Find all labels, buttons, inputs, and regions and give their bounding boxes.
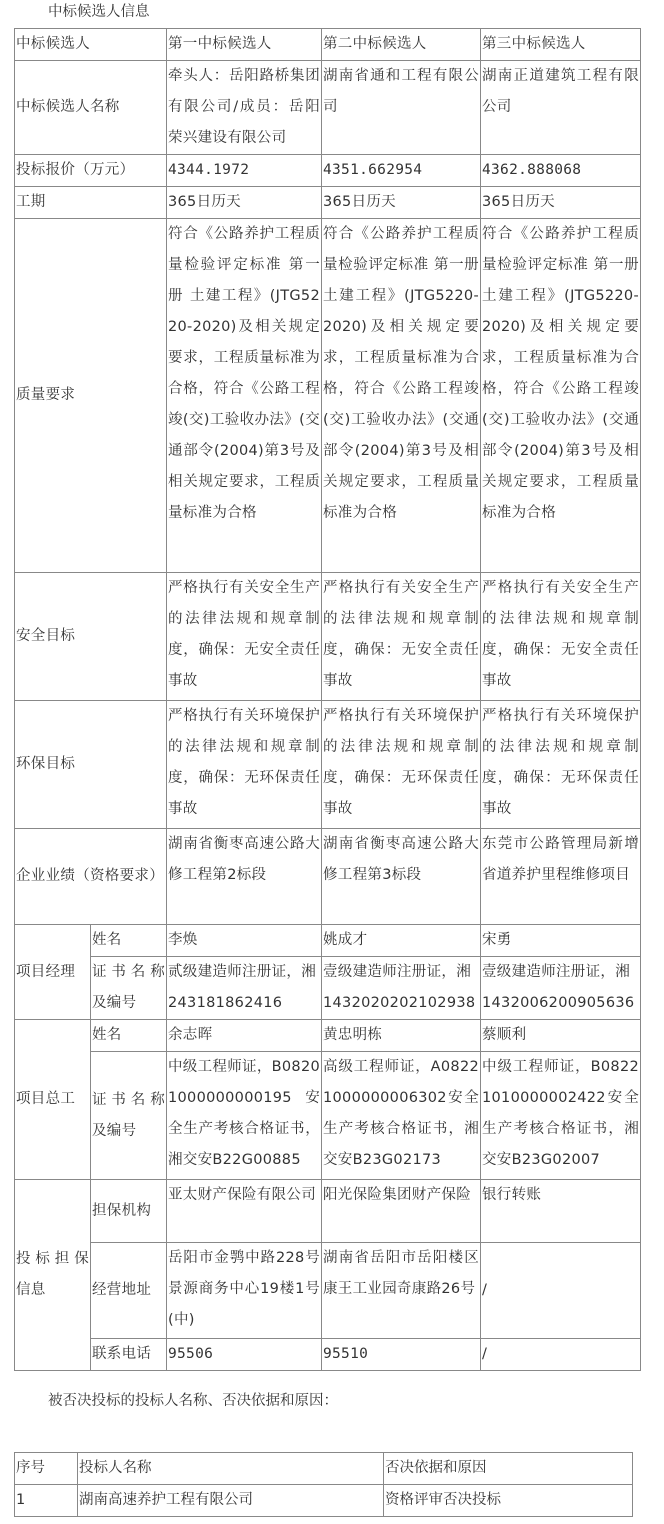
row-label-env: 环保目标 [15, 701, 167, 829]
sublabel-pm-name: 姓名 [91, 925, 167, 957]
section-title-candidates: 中标候选人信息 [48, 4, 150, 20]
cell-name-1: 牵头人：岳阳路桥集团有限公司/成员：岳阳荣兴建设有限公司 [167, 61, 322, 155]
cell-price-3: 4362.888068 [481, 155, 641, 187]
sublabel-guarantee-org: 担保机构 [91, 1180, 167, 1243]
sublabel-chief-name: 姓名 [91, 1020, 167, 1052]
cell-guarantee-address-2: 湖南省岳阳市岳阳楼区康王工业园奇康路26号 [322, 1243, 481, 1339]
section-title-rejected: 被否决投标的投标人名称、否决依据和原因： [48, 1393, 338, 1409]
cell-performance-2: 湖南省衡枣高速公路大修工程第3标段 [322, 829, 481, 925]
candidates-table [14, 28, 641, 1371]
header-third: 第三中标候选人 [481, 29, 641, 61]
cell-pm-cert-1: 贰级建造师注册证，湘243181862416 [167, 957, 322, 1020]
cell-name-2: 湖南省通和工程有限公司 [322, 61, 481, 155]
cell-pm-name-3: 宋勇 [481, 925, 641, 957]
cell-env-3: 严格执行有关环境保护的法律法规和规章制度，确保：无环保责任事故 [481, 701, 641, 829]
cell-pm-cert-3: 壹级建造师注册证，湘1432006200905636 [481, 957, 641, 1020]
cell-name-3: 湖南正道建筑工程有限公司 [481, 61, 641, 155]
cell-safety-1: 严格执行有关安全生产的法律法规和规章制度，确保：无安全责任事故 [167, 573, 322, 701]
cell-guarantee-phone-3: / [481, 1339, 641, 1371]
cell-pm-name-1: 李焕 [167, 925, 322, 957]
row-label-safety: 安全目标 [15, 573, 167, 701]
row-label-performance: 企业业绩（资格要求） [15, 829, 167, 925]
sublabel-guarantee-address: 经营地址 [91, 1243, 167, 1339]
cell-pm-name-2: 姚成才 [322, 925, 481, 957]
cell-quality-3: 符合《公路养护工程质量检验评定标准 第一册 土建工程》(JTG5220-2020)及相关规定要求，工程质量标准为合格，符合《公路工程竣(交)工验收办法》(交通部令(2004)第3号及相关规定要求，工程质量标准为合格 [481, 219, 641, 573]
row-label-name: 中标候选人名称 [15, 61, 167, 155]
row-label-period: 工期 [15, 187, 167, 219]
cell-safety-2: 严格执行有关安全生产的法律法规和规章制度，确保：无安全责任事故 [322, 573, 481, 701]
cell-period-3: 365日历天 [481, 187, 641, 219]
header-second: 第二中标候选人 [322, 29, 481, 61]
cell-guarantee-address-1: 岳阳市金鹗中路228号景源商务中心19楼1号(中) [167, 1243, 322, 1339]
cell-period-2: 365日历天 [322, 187, 481, 219]
cell-price-2: 4351.662954 [322, 155, 481, 187]
rejected-table [14, 1452, 633, 1517]
cell-guarantee-address-3: / [481, 1243, 641, 1339]
cell-performance-3: 东莞市公路管理局新增省道养护里程维修项目 [481, 829, 641, 925]
sublabel-chief-cert: 证书名称及编号 [91, 1052, 167, 1180]
rejected-cell-reason: 资格评审否决投标 [384, 1485, 633, 1517]
header-first: 第一中标候选人 [167, 29, 322, 61]
rejected-header-bidder: 投标人名称 [78, 1453, 384, 1485]
cell-quality-2: 符合《公路养护工程质量检验评定标准 第一册 土建工程》(JTG5220-2020)及相关规定要求，工程质量标准为合格，符合《公路工程竣(交)工验收办法》(交通部令(2004)第3号及相关规定要求，工程质量标准为合格 [322, 219, 481, 573]
cell-chief-cert-3: 中级工程师证，B08221010000002422安全生产考核合格证书，湘交安B23G02007 [481, 1052, 641, 1180]
cell-env-1: 严格执行有关环境保护的法律法规和规章制度，确保：无环保责任事故 [167, 701, 322, 829]
cell-guarantee-phone-2: 95510 [322, 1339, 481, 1371]
table-row [15, 1485, 633, 1517]
rejected-header-reason: 否决依据和原因 [384, 1453, 633, 1485]
cell-chief-name-2: 黄忠明栋 [322, 1020, 481, 1052]
header-candidate: 中标候选人 [15, 29, 167, 61]
cell-chief-name-1: 余志晖 [167, 1020, 322, 1052]
cell-guarantee-phone-1: 95506 [167, 1339, 322, 1371]
cell-chief-cert-2: 高级工程师证，A08221000000006302安全生产考核合格证书，湘交安B23G02173 [322, 1052, 481, 1180]
row-label-price: 投标报价（万元） [15, 155, 167, 187]
rejected-cell-index: 1 [15, 1485, 78, 1517]
cell-guarantee-org-2: 阳光保险集团财产保险 [322, 1180, 481, 1243]
cell-quality-1: 符合《公路养护工程质量检验评定标准 第一册 土建工程》(JTG5220-2020)及相关规定要求，工程质量标准为合格，符合《公路工程竣(交)工验收办法》(交通部令(2004)第3号及相关规定要求，工程质量标准为合格 [167, 219, 322, 573]
cell-price-1: 4344.1972 [167, 155, 322, 187]
cell-performance-1: 湖南省衡枣高速公路大修工程第2标段 [167, 829, 322, 925]
cell-chief-cert-1: 中级工程师证，B08201000000000195安全生产考核合格证书，湘交安B22G00885 [167, 1052, 322, 1180]
sublabel-pm-cert: 证书名称及编号 [91, 957, 167, 1020]
rejected-cell-bidder: 湖南高速养护工程有限公司 [78, 1485, 384, 1517]
row-label-project-manager: 项目经理 [15, 925, 91, 1020]
cell-pm-cert-2: 壹级建造师注册证，湘1432020202102938 [322, 957, 481, 1020]
cell-chief-name-3: 蔡顺利 [481, 1020, 641, 1052]
rejected-header-index: 序号 [15, 1453, 78, 1485]
cell-guarantee-org-1: 亚太财产保险有限公司 [167, 1180, 322, 1243]
cell-guarantee-org-3: 银行转账 [481, 1180, 641, 1243]
sublabel-guarantee-phone: 联系电话 [91, 1339, 167, 1371]
row-label-quality: 质量要求 [15, 219, 167, 573]
cell-period-1: 365日历天 [167, 187, 322, 219]
row-label-chief-engineer: 项目总工 [15, 1020, 91, 1180]
cell-safety-3: 严格执行有关安全生产的法律法规和规章制度，确保：无安全责任事故 [481, 573, 641, 701]
cell-env-2: 严格执行有关环境保护的法律法规和规章制度，确保：无环保责任事故 [322, 701, 481, 829]
row-label-guarantee: 投标担保信息 [15, 1180, 91, 1371]
